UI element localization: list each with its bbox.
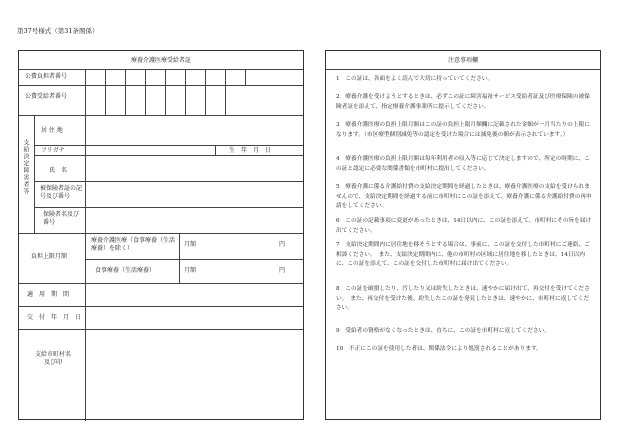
applicant-section-label: 支給決定障害者等 [22, 139, 29, 195]
limit-row2-label: 食事療養（生活療養） [95, 267, 156, 274]
notes-title: 注意事項欄 [447, 57, 478, 64]
limit-row2-yen: 円 [279, 267, 286, 274]
insured-id-label: 被保険者証の記号及び番号 [40, 185, 83, 200]
note-item: 3 療養介護医療の負担上限月額はこの証の負担上限月額欄に記載された金額が一月当たりの上限になります。（市区療型個別減免等の認定を受けた場合には減免後の額が表示されています。） [336, 122, 590, 138]
recipient-certificate-form [18, 50, 304, 420]
limit-row2-month: 月額 [184, 267, 197, 274]
limit-row1-month: 月額 [184, 241, 197, 248]
municipality-label: 支給市町村名及び印 [34, 351, 71, 366]
certificate-title: 療養介護医療受給者証 [130, 57, 191, 64]
note-item: 10 不正にこの証を使用した者は、関係法令により処罰されることがあります。 [336, 346, 542, 352]
note-item: 8 この証を破損したり、汚したり又は紛失したときは、速やかに届け出て、再交付を受けてください。 また、再交付を受けた後、紛失したこの証を発見したときは、速やかに、市町村に返してください。 [336, 286, 590, 311]
dob-label: 生 年 月 日 [229, 147, 272, 154]
furigana-label: フリガナ [41, 147, 65, 154]
note-item: 2 療養介護を受けようとするときは、必ずこの証に障害福祉サービス受給者証及び医療保険の被保険者証を添えて、指定療養介護事業所に提示してください。 [336, 94, 590, 110]
limit-label: 負担上限月額 [31, 253, 68, 260]
limit-row1-label: 療養介護医療（食事療養（生活療養）を除く） [91, 237, 176, 252]
note-item: 1 この証は、各面をよく読んで大切に持っていてください。 [336, 76, 494, 82]
name-label: 氏 名 [49, 167, 68, 174]
note-item: 7 支給決定期間内に居住地を移そうとする場合は、事前に、この証を交付した市町村にご連絡、ご相談ください。 また、支給決定期間内に、他の市町村の区域に居住地を移したときは、14日以内に、この証を添えて、この証を交付した市町村に届け出てください。 [336, 242, 590, 267]
public-payer-no-label: 公費負担者番号 [25, 73, 68, 80]
form-number: 第37号様式（第31条関係） [17, 27, 99, 35]
note-item: 6 この証の記載事項に変更があったときは、14日以内に、この証を添えて、市町村にその旨を届け出てください。 [336, 218, 592, 234]
note-item: 9 受給者の資格がなくなったときは、直ちに、この証を市町村に返してください。 [336, 328, 551, 334]
limit-row1-yen: 円 [279, 241, 286, 248]
period-label: 適 用 期 間 [27, 291, 70, 298]
notes-panel [325, 50, 601, 420]
note-item: 4 療養介護医療の負担上限月額は毎年利用者の収入等に応じて決定しますので、所定の時期に、この証と認定に必要な関係書類を市町村に提出してください。 [336, 156, 590, 172]
address-label: 居 住 地 [41, 127, 63, 134]
insurer-name-label: 保険者名及び番号 [43, 211, 80, 226]
issue-date-label: 交 付 年 月 日 [27, 314, 82, 321]
note-item: 5 療養介護に係る介護給付費の支給決定期間を経過したときは、療養介護医療の支給を受けられませんので、支給決定期間を経過する前に市町村にこの証を添えて、療養介護に係る介護給付費の再申請をしてください。 [336, 184, 592, 209]
public-recipient-no-label: 公費受給者番号 [25, 93, 68, 100]
